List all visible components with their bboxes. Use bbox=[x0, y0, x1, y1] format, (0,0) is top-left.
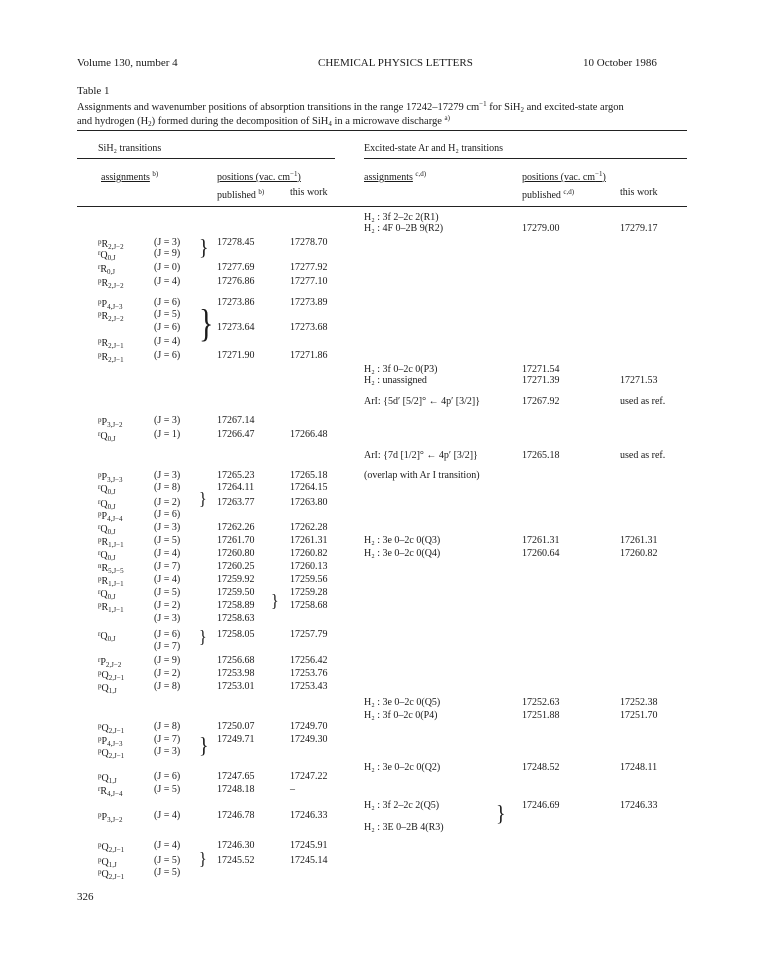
assignment-subscript: 1,J bbox=[108, 777, 117, 785]
assignment-subscript: 2,J−2 bbox=[108, 282, 124, 290]
j-value: (J = 2) bbox=[154, 497, 181, 508]
assignment-branch: P bbox=[101, 812, 108, 823]
transition-label: (overlap with Ar I transition) bbox=[364, 470, 480, 481]
j-value: (J = 5) bbox=[154, 535, 181, 546]
published-position: 17271.54 bbox=[522, 364, 560, 375]
published-position: 17252.63 bbox=[522, 697, 560, 708]
assignment-subscript: 3,J−3 bbox=[107, 476, 123, 484]
assignment-symbol bbox=[98, 784, 122, 800]
brace-icon: } bbox=[199, 302, 214, 346]
brace-icon: } bbox=[496, 801, 506, 827]
assignment-branch: Q bbox=[101, 842, 109, 853]
running-header-date: 10 October 1986 bbox=[583, 57, 657, 69]
this-work-position: 17278.70 bbox=[290, 237, 328, 248]
published-position: 17249.71 bbox=[217, 734, 255, 745]
table-caption-line-1: Assignments and wavenumber positions of absorption transitions in the range 17242–17279 $cm^{-1}$ for SiH$_2$ and excited-state argon bbox=[77, 100, 624, 114]
this-work-position: 17261.31 bbox=[620, 535, 658, 546]
assignment-superscript: p bbox=[98, 856, 102, 864]
transition-label: H₂ : 3e 0–2c 0(Q4) bbox=[364, 548, 441, 559]
assignment-branch: Q bbox=[100, 431, 108, 442]
assignment-branch: P bbox=[101, 736, 108, 747]
j-value: (J = 6) bbox=[154, 509, 181, 520]
published-position: 17265.18 bbox=[522, 450, 560, 461]
assignment-superscript: p bbox=[98, 669, 102, 677]
table-label: Table 1 bbox=[77, 85, 110, 97]
assignment-symbol bbox=[98, 810, 122, 826]
sih2-this-work-heading: this work bbox=[290, 187, 328, 198]
assignment-superscript: p bbox=[98, 868, 102, 876]
published-position: 17263.77 bbox=[217, 497, 255, 508]
transition-label: H₂ : 3f 2–2c 2(Q5) bbox=[364, 800, 440, 811]
j-value: (J = 7) bbox=[154, 734, 181, 745]
j-value: (J = 5) bbox=[154, 855, 181, 866]
assignment-branch: R bbox=[101, 563, 109, 574]
published-position: 17258.63 bbox=[217, 613, 255, 624]
j-value: (J = 6) bbox=[154, 629, 181, 640]
assignment-branch: P bbox=[100, 657, 106, 668]
j-value: (J = 6) bbox=[154, 322, 181, 333]
j-value: (J = 8) bbox=[154, 721, 181, 732]
published-position: 17261.31 bbox=[522, 535, 560, 546]
transition-label: ArI: {5d′ [5/2]° ← 4p′ [3/2]} bbox=[364, 396, 481, 407]
published-position: 17262.26 bbox=[217, 522, 255, 533]
brace-icon: } bbox=[199, 235, 209, 261]
table-caption-line-2: and hydrogen $(H_2)$ formed during the decomposition of SiH$_4$ in a microwave discharge $^{a)}$ bbox=[77, 114, 450, 128]
j-value: (J = 3) bbox=[154, 415, 181, 426]
j-value: (J = 3) bbox=[154, 470, 181, 481]
j-value: (J = 5) bbox=[154, 867, 181, 878]
assignment-subscript: 4,J−3 bbox=[107, 740, 123, 748]
assignment-superscript: p bbox=[98, 772, 102, 780]
published-position: 17264.11 bbox=[217, 482, 255, 493]
ar-group-rule bbox=[364, 158, 687, 159]
assignment-subscript: 4,J−4 bbox=[107, 790, 123, 798]
this-work-position: 17277.92 bbox=[290, 262, 328, 273]
page-number: 326 bbox=[77, 891, 94, 903]
assignment-symbol bbox=[98, 309, 124, 325]
assignment-superscript: r bbox=[98, 785, 101, 793]
assignment-subscript: 0,J bbox=[107, 554, 116, 562]
assignment-branch: Q bbox=[100, 250, 108, 261]
this-work-position: 17259.28 bbox=[290, 587, 328, 598]
assignment-subscript: 0,J bbox=[107, 488, 116, 496]
assignment-subscript: 2,J−2 bbox=[108, 243, 124, 251]
assignment-subscript: 0,J bbox=[107, 635, 116, 643]
j-value: (J = 9) bbox=[154, 248, 181, 259]
assignment-superscript: p bbox=[98, 735, 102, 743]
assignment-superscript: r bbox=[98, 549, 101, 557]
published-position: 17267.14 bbox=[217, 415, 255, 426]
published-position: 17248.52 bbox=[522, 762, 560, 773]
assignment-subscript: 1,J−1 bbox=[108, 541, 124, 549]
assignment-subscript: 1,J−1 bbox=[108, 606, 124, 614]
published-position: 17266.47 bbox=[217, 429, 255, 440]
j-value: (J = 4) bbox=[154, 548, 181, 559]
assignment-superscript: r bbox=[98, 656, 101, 664]
assignment-branch: Q bbox=[100, 589, 108, 600]
this-work-position: 17248.11 bbox=[620, 762, 658, 773]
assignment-superscript: r bbox=[98, 630, 101, 638]
assignment-branch: Q bbox=[101, 869, 109, 880]
published-position: 17277.69 bbox=[217, 262, 255, 273]
assignment-superscript: p bbox=[98, 510, 102, 518]
j-value: (J = 4) bbox=[154, 840, 181, 851]
header-bottom-rule bbox=[77, 206, 687, 207]
j-value: (J = 9) bbox=[154, 655, 181, 666]
assignment-superscript: r bbox=[98, 263, 101, 271]
assignment-branch: Q bbox=[101, 723, 109, 734]
published-position: 17246.69 bbox=[522, 800, 560, 811]
assignment-subscript: 1,J−1 bbox=[108, 580, 124, 588]
published-position: 17250.07 bbox=[217, 721, 255, 732]
published-position: 17279.00 bbox=[522, 223, 560, 234]
assignment-subscript: 1,J bbox=[108, 861, 117, 869]
j-value: (J = 4) bbox=[154, 276, 181, 287]
published-position: 17273.86 bbox=[217, 297, 255, 308]
sih2-group-rule bbox=[77, 158, 335, 159]
assignment-branch: R bbox=[101, 311, 109, 322]
published-position: 17261.70 bbox=[217, 535, 255, 546]
assignment-subscript: 0,J bbox=[107, 528, 116, 536]
table-top-rule bbox=[77, 130, 687, 131]
brace-icon: } bbox=[199, 490, 207, 509]
assignment-branch: R bbox=[100, 264, 108, 275]
this-work-position: 17258.68 bbox=[290, 600, 328, 611]
assignment-branch: Q bbox=[101, 748, 109, 759]
this-work-position: 17273.68 bbox=[290, 322, 328, 333]
assignment-branch: P bbox=[101, 299, 108, 310]
assignment-symbol bbox=[98, 600, 124, 616]
this-work-position: 17262.28 bbox=[290, 522, 328, 533]
assignment-branch: Q bbox=[101, 683, 109, 694]
assignment-superscript: r bbox=[98, 249, 101, 257]
assignment-superscript: r bbox=[98, 483, 101, 491]
this-work-position: 17266.48 bbox=[290, 429, 328, 440]
this-work-position: 17261.31 bbox=[290, 535, 328, 546]
assignment-branch: R bbox=[101, 537, 109, 548]
assignment-superscript: p bbox=[98, 337, 102, 345]
this-work-position: 17257.79 bbox=[290, 629, 328, 640]
assignment-superscript: p bbox=[98, 747, 102, 755]
assignment-symbol bbox=[98, 276, 124, 292]
assignment-branch: R bbox=[100, 786, 108, 797]
assignment-superscript: p bbox=[98, 575, 102, 583]
assignment-superscript: p bbox=[98, 682, 102, 690]
assignment-branch: R bbox=[101, 338, 109, 349]
transition-label: H₂ : unassigned bbox=[364, 375, 427, 386]
published-position: 17246.30 bbox=[217, 840, 255, 851]
j-value: (J = 5) bbox=[154, 587, 181, 598]
published-position: 17259.50 bbox=[217, 587, 255, 598]
transition-label: H₂ : 3e 0–2c 0(Q5) bbox=[364, 697, 441, 708]
j-value: (J = 7) bbox=[154, 641, 181, 652]
published-position: 17260.64 bbox=[522, 548, 560, 559]
this-work-position: used as ref. bbox=[620, 396, 666, 407]
assignment-branch: R bbox=[101, 239, 109, 250]
ar-positions-heading: positions (vac. $cm^{-1}$) bbox=[522, 170, 606, 183]
j-value: (J = 3) bbox=[154, 746, 181, 757]
assignment-superscript: p bbox=[98, 601, 102, 609]
assignment-symbol bbox=[98, 350, 124, 366]
assignment-branch: Q bbox=[101, 670, 109, 681]
this-work-position: 17249.70 bbox=[290, 721, 328, 732]
this-work-position: – bbox=[290, 784, 295, 795]
this-work-position: 17273.89 bbox=[290, 297, 328, 308]
assignment-superscript: p bbox=[98, 811, 102, 819]
assignment-subscript: 2,J−2 bbox=[108, 315, 124, 323]
assignment-branch: P bbox=[101, 511, 108, 522]
ar-group-heading: Excited-state Ar and H₂ transitions bbox=[364, 143, 504, 154]
published-position: 17267.92 bbox=[522, 396, 560, 407]
j-value: (J = 4) bbox=[154, 336, 181, 347]
published-position: 17259.92 bbox=[217, 574, 255, 585]
assignment-symbol bbox=[98, 867, 124, 883]
assignment-branch: Q bbox=[101, 857, 109, 868]
assignment-subscript: 4,J−3 bbox=[107, 303, 123, 311]
published-position: 17245.52 bbox=[217, 855, 255, 866]
assignment-superscript: p bbox=[98, 238, 102, 246]
published-position: 17247.65 bbox=[217, 771, 255, 782]
this-work-position: 17279.17 bbox=[620, 223, 658, 234]
assignment-subscript: 0,J bbox=[107, 503, 116, 511]
assignment-branch: R bbox=[101, 278, 109, 289]
this-work-position: 17260.82 bbox=[290, 548, 328, 559]
assignment-subscript: 5,J−5 bbox=[108, 567, 124, 575]
this-work-position: 17271.53 bbox=[620, 375, 658, 386]
this-work-position: 17260.82 bbox=[620, 548, 658, 559]
published-position: 17278.45 bbox=[217, 237, 255, 248]
this-work-position: 17252.38 bbox=[620, 697, 658, 708]
this-work-position: 17256.42 bbox=[290, 655, 328, 666]
assignment-superscript: p bbox=[98, 310, 102, 318]
this-work-position: 17245.14 bbox=[290, 855, 328, 866]
published-position: 17258.05 bbox=[217, 629, 255, 640]
j-value: (J = 8) bbox=[154, 482, 181, 493]
assignment-superscript: p bbox=[98, 416, 102, 424]
ar-published-heading: published $^{c,d)}$ bbox=[522, 188, 575, 201]
assignment-subscript: 0,J bbox=[107, 254, 116, 262]
assignment-branch: R bbox=[101, 352, 109, 363]
this-work-position: 17263.80 bbox=[290, 497, 328, 508]
this-work-position: 17249.30 bbox=[290, 734, 328, 745]
published-position: 17251.88 bbox=[522, 710, 560, 721]
assignment-superscript: r bbox=[98, 588, 101, 596]
assignment-symbol bbox=[98, 629, 116, 645]
assignment-branch: R bbox=[101, 602, 109, 613]
published-position: 17253.98 bbox=[217, 668, 255, 679]
brace-icon: } bbox=[199, 733, 209, 759]
this-work-position: 17265.18 bbox=[290, 470, 328, 481]
j-value: (J = 8) bbox=[154, 681, 181, 692]
assignment-superscript: p bbox=[98, 298, 102, 306]
transition-label: H₂ : 3e 0–2c 0(Q2) bbox=[364, 762, 441, 773]
published-position: 17265.23 bbox=[217, 470, 255, 481]
j-value: (J = 3) bbox=[154, 613, 181, 624]
sih2-assignments-heading: assignments $^{b)}$ bbox=[101, 170, 159, 183]
assignment-subscript: 1,J bbox=[108, 687, 117, 695]
this-work-position: 17253.43 bbox=[290, 681, 328, 692]
published-position: 17276.86 bbox=[217, 276, 255, 287]
assignment-subscript: 0,J bbox=[107, 268, 115, 276]
assignment-superscript: p bbox=[98, 841, 102, 849]
assignment-superscript: p bbox=[98, 277, 102, 285]
assignment-symbol bbox=[98, 429, 116, 445]
transition-label: H₂ : 4F 0–2B 9(R2) bbox=[364, 223, 444, 234]
this-work-position: used as ref. bbox=[620, 450, 666, 461]
transition-label: H₂ : 3f 0–2c 0(P3) bbox=[364, 364, 438, 375]
brace-icon: } bbox=[271, 592, 279, 611]
assignment-branch: Q bbox=[100, 499, 108, 510]
j-value: (J = 1) bbox=[154, 429, 181, 440]
sih2-published-heading: published $^{b)}$ bbox=[217, 188, 265, 201]
j-value: (J = 3) bbox=[154, 237, 181, 248]
assignment-superscript: p bbox=[98, 471, 102, 479]
assignment-subscript: 0,J bbox=[107, 593, 116, 601]
assignment-branch: P bbox=[101, 472, 108, 483]
j-value: (J = 7) bbox=[154, 561, 181, 572]
assignment-subscript: 2,J−1 bbox=[108, 674, 125, 682]
assignment-subscript: 0,J bbox=[107, 435, 116, 443]
this-work-position: 17247.22 bbox=[290, 771, 328, 782]
sih2-positions-heading: positions (vac. $cm^{-1}$) bbox=[217, 170, 301, 183]
assignment-superscript: r bbox=[98, 498, 101, 506]
assignment-branch: Q bbox=[100, 524, 108, 535]
j-value: (J = 0) bbox=[154, 262, 181, 273]
this-work-position: 17260.13 bbox=[290, 561, 328, 572]
sih2-group-heading: SiH₂ transitions bbox=[98, 143, 162, 154]
assignment-branch: R bbox=[101, 576, 109, 587]
brace-icon: } bbox=[199, 850, 207, 869]
this-work-position: 17259.56 bbox=[290, 574, 328, 585]
assignment-branch: Q bbox=[100, 484, 108, 495]
published-position: 17248.18 bbox=[217, 784, 255, 795]
assignment-subscript: 3,J−2 bbox=[107, 816, 123, 824]
assignment-branch: Q bbox=[100, 550, 108, 561]
assignment-subscript: 2,J−1 bbox=[108, 873, 125, 881]
transition-label: ArI: {7d [1/2]° ← 4p′ [3/2]} bbox=[364, 450, 478, 461]
assignment-symbol bbox=[98, 482, 116, 498]
j-value: (J = 5) bbox=[154, 784, 181, 795]
assignment-subscript: 3,J−2 bbox=[107, 421, 123, 429]
assignment-subscript: 2,J−1 bbox=[108, 342, 124, 350]
this-work-position: 17264.15 bbox=[290, 482, 328, 493]
published-position: 17271.39 bbox=[522, 375, 560, 386]
ar-this-work-heading: this work bbox=[620, 187, 658, 198]
this-work-position: 17245.91 bbox=[290, 840, 328, 851]
published-position: 17260.80 bbox=[217, 548, 255, 559]
this-work-position: 17271.86 bbox=[290, 350, 328, 361]
assignment-subscript: 2,J−1 bbox=[108, 846, 125, 854]
j-value: (J = 2) bbox=[154, 600, 181, 611]
assignment-symbol bbox=[98, 746, 124, 762]
published-position: 17253.01 bbox=[217, 681, 255, 692]
j-value: (J = 4) bbox=[154, 810, 181, 821]
transition-label: H₂ : 3e 0–2c 0(Q3) bbox=[364, 535, 441, 546]
assignment-superscript: p bbox=[98, 722, 102, 730]
this-work-position: 17251.70 bbox=[620, 710, 658, 721]
running-header-journal: CHEMICAL PHYSICS LETTERS bbox=[318, 57, 473, 69]
j-value: (J = 5) bbox=[154, 309, 181, 320]
published-position: 17256.68 bbox=[217, 655, 255, 666]
published-position: 17258.89 bbox=[217, 600, 255, 611]
assignment-superscript: r bbox=[98, 523, 101, 531]
transition-label: H₂ : 3f 2–2c 2(R1) bbox=[364, 212, 439, 223]
this-work-position: 17246.33 bbox=[290, 810, 328, 821]
assignment-subscript: 2,J−1 bbox=[108, 727, 125, 735]
published-position: 17260.25 bbox=[217, 561, 255, 572]
j-value: (J = 6) bbox=[154, 771, 181, 782]
assignment-branch: Q bbox=[101, 773, 109, 784]
assignment-superscript: p bbox=[98, 351, 102, 359]
assignment-superscript: n bbox=[98, 562, 102, 570]
assignment-symbol bbox=[98, 840, 124, 856]
j-value: (J = 4) bbox=[154, 574, 181, 585]
transition-label: H₂ : 3E 0–2B 4(R3) bbox=[364, 822, 444, 833]
published-position: 17246.78 bbox=[217, 810, 255, 821]
running-header-volume: Volume 130, number 4 bbox=[77, 57, 178, 69]
j-value: (J = 2) bbox=[154, 668, 181, 679]
this-work-position: 17277.10 bbox=[290, 276, 328, 287]
this-work-position: 17246.33 bbox=[620, 800, 658, 811]
assignment-subscript: 4,J−4 bbox=[107, 515, 123, 523]
this-work-position: 17253.76 bbox=[290, 668, 328, 679]
assignment-branch: P bbox=[101, 417, 108, 428]
assignment-branch: Q bbox=[100, 631, 108, 642]
assignment-symbol bbox=[98, 681, 117, 697]
assignment-superscript: p bbox=[98, 536, 102, 544]
brace-icon: } bbox=[199, 628, 207, 647]
assignment-subscript: 2,J−1 bbox=[108, 752, 125, 760]
j-value: (J = 6) bbox=[154, 297, 181, 308]
j-value: (J = 6) bbox=[154, 350, 181, 361]
ar-assignments-heading: assignments $^{c,d)}$ bbox=[364, 170, 427, 183]
assignment-subscript: 2,J−2 bbox=[105, 661, 122, 669]
transition-label: H₂ : 3f 0–2c 0(P4) bbox=[364, 710, 438, 721]
assignment-superscript: r bbox=[98, 430, 101, 438]
published-position: 17271.90 bbox=[217, 350, 255, 361]
j-value: (J = 3) bbox=[154, 522, 181, 533]
assignment-subscript: 2,J−1 bbox=[108, 356, 124, 364]
published-position: 17273.64 bbox=[217, 322, 255, 333]
